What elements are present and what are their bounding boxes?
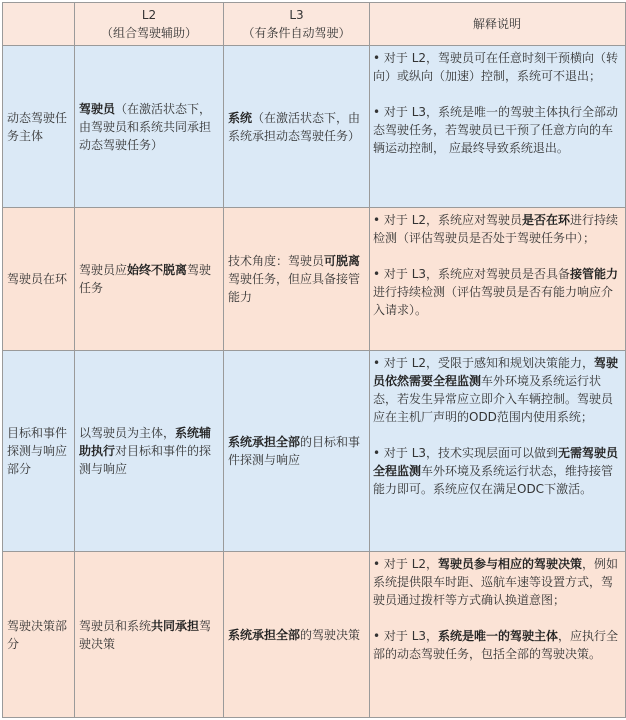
l3-cell xyxy=(224,552,370,718)
emphasis-text: 始终不脱离 xyxy=(127,263,188,277)
l3-cell xyxy=(224,46,370,208)
table-row xyxy=(3,552,626,718)
text-run: 驾驶任务 xyxy=(79,263,212,295)
text-run: 驾驶决策 xyxy=(79,618,212,651)
emphasis-text: 驾驶员 xyxy=(79,101,116,116)
text-run: • 对于 L3，系统应对驾驶员是否具备 xyxy=(373,267,571,281)
header-l2 xyxy=(75,3,224,46)
l2-cell xyxy=(75,351,224,552)
text-run: • 对于 L2，系统应对驾驶员 xyxy=(373,213,523,227)
header-l3-subtitle: （有条件自动驾驶） xyxy=(242,26,351,40)
emphasis-text: 系统辅助执行 xyxy=(79,426,212,458)
explain-paragraph xyxy=(373,444,621,498)
explain-cell xyxy=(370,552,626,718)
emphasis-text: 系统承担全部 xyxy=(228,435,301,449)
row-label: 驾驶决策部分 xyxy=(3,552,75,718)
header-l2-title: L2 xyxy=(141,8,157,22)
l2-cell xyxy=(75,552,224,718)
l3-cell xyxy=(224,351,370,552)
header-l3 xyxy=(224,3,370,46)
table-row xyxy=(3,46,626,208)
text-run: 驾驶员和系统 xyxy=(79,618,152,633)
emphasis-text: 无需驾驶员全程监测 xyxy=(373,446,619,478)
emphasis-text: 系统 xyxy=(228,110,253,125)
text-run: 驾驶员应 xyxy=(79,263,128,277)
header-l3-title: L3 xyxy=(289,8,304,22)
row-label: 动态驾驶任务主体 xyxy=(3,46,75,208)
text-run: 车外环境及系统运行状态，维持接管能力即可。系统应仅在满足ODC下激活。 xyxy=(373,464,614,496)
header-explain: 解释说明 xyxy=(370,3,626,46)
explain-paragraph xyxy=(373,49,621,85)
emphasis-text: 共同承担 xyxy=(151,618,200,633)
explain-cell xyxy=(370,351,626,552)
text-run: 的驾驶决策 xyxy=(300,627,361,642)
explain-paragraph xyxy=(373,265,621,319)
text-run: 以驾驶员为主体， xyxy=(79,426,176,440)
header-row xyxy=(3,3,626,46)
header-empty-cell xyxy=(3,3,75,46)
table-row xyxy=(3,208,626,351)
text-run: • 对于 L2， xyxy=(373,557,439,571)
emphasis-text: 驾驶员参与相应的驾驶决策 xyxy=(438,557,583,571)
text-run: • 对于 L2，受限于感知和规划决策能力， xyxy=(373,356,595,370)
text-run: 对目标和事件的探测与响应 xyxy=(79,444,212,476)
text-run: ，应执行全部的动态驾驶任务，包括全部的驾驶决策。 xyxy=(373,629,619,661)
text-run: • 对于 L2，驾驶员可在任意时刻干预横向（转向）或纵向（加速）控制，系统可不退出； xyxy=(373,51,619,83)
comparison-table xyxy=(2,2,626,718)
emphasis-text: 接管能力 xyxy=(570,267,619,281)
text-run: 的目标和事件探测与响应 xyxy=(228,435,361,467)
emphasis-text: 可脱离 xyxy=(324,254,361,268)
l2-cell xyxy=(75,46,224,208)
emphasis-text: 系统是唯一的驾驶主体 xyxy=(438,629,559,643)
text-run: （在激活状态下，由系统承担动态驾驶任务） xyxy=(228,110,361,143)
explain-paragraph xyxy=(373,627,621,663)
text-run: 技术角度：驾驶员 xyxy=(228,254,325,268)
explain-paragraph xyxy=(373,555,621,609)
explain-paragraph xyxy=(373,211,621,247)
emphasis-text: 是否在环 xyxy=(522,213,571,227)
text-run: 车外环境及系统运行状态，若发生异常应立即介入车辆控制。驾驶员应在主机厂声明的ODD范围内使用系统； xyxy=(373,374,614,424)
row-label: 驾驶员在环 xyxy=(3,208,75,351)
text-run: • 对于 L3，系统是唯一的驾驶主体执行全部动态驾驶任务，若驾驶员已干预了任意方向的车辆运动控制， 应最终导致系统退出。 xyxy=(373,105,619,155)
explain-cell xyxy=(370,208,626,351)
text-run: ，例如系统提供限车时距、巡航车速等设置方式，驾驶员通过拨杆等方式确认换道意图； xyxy=(373,557,619,607)
table-row xyxy=(3,351,626,552)
text-run: 驾驶任务，但应具备接管能力 xyxy=(228,272,361,304)
header-l2-subtitle: （组合驾驶辅助） xyxy=(100,26,197,40)
explain-paragraph xyxy=(373,103,621,157)
row-label: 目标和事件探测与响应部分 xyxy=(3,351,75,552)
explain-cell xyxy=(370,46,626,208)
text-run: • 对于 L3，技术实现层面可以做到 xyxy=(373,446,559,460)
text-run: 进行持续检测（评估驾驶员是否处于驾驶任务中）； xyxy=(373,213,619,245)
text-run: （在激活状态下，由驾驶员和系统共同承担 动态驾驶任务） xyxy=(79,101,212,152)
explain-paragraph xyxy=(373,354,621,426)
emphasis-text: 驾驶员依然需要全程监测 xyxy=(373,356,619,388)
text-run: 进行持续检测（评估驾驶员是否有能力响应介入请求）。 xyxy=(373,285,614,317)
l3-cell xyxy=(224,208,370,351)
emphasis-text: 系统承担全部 xyxy=(228,627,301,642)
l2-cell xyxy=(75,208,224,351)
text-run: • 对于 L3， xyxy=(373,629,439,643)
